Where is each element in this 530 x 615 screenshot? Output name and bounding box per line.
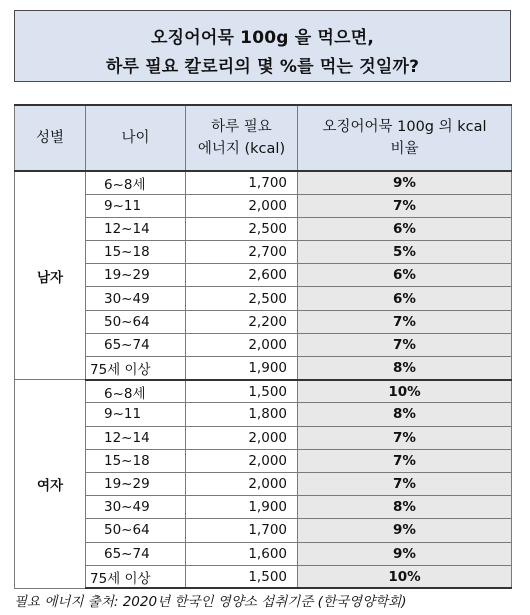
table-row — [15, 403, 512, 426]
sex-cell: 여자 — [15, 380, 86, 589]
energy-cell: 1,700 — [186, 519, 298, 542]
energy-cell: 1,500 — [186, 565, 298, 588]
ratio-cell: 7% — [298, 333, 512, 356]
table-row — [15, 565, 512, 588]
age-cell: 50~64 — [86, 519, 186, 542]
table-body — [15, 171, 512, 588]
age-cell: 15~18 — [86, 241, 186, 264]
energy-cell: 2,500 — [186, 217, 298, 240]
header-ratio-line1: 오징어어묵 100g 의 kcal — [322, 118, 487, 135]
table-row — [15, 472, 512, 495]
ratio-cell: 9% — [298, 542, 512, 565]
age-cell: 6~8세 — [86, 171, 186, 194]
ratio-cell: 7% — [298, 310, 512, 333]
energy-cell: 1,700 — [186, 171, 298, 194]
ratio-cell: 8% — [298, 496, 512, 519]
table-row — [15, 426, 512, 449]
source-note: 필요 에너지 출처: 2020년 한국인 영양소 섭취기준 (한국영양학회) — [14, 594, 407, 610]
header-ratio — [298, 105, 512, 171]
table-row — [15, 194, 512, 217]
energy-cell: 2,000 — [186, 426, 298, 449]
table-row — [15, 449, 512, 472]
age-cell: 75세 이상 — [86, 357, 186, 380]
table-row — [15, 217, 512, 240]
ratio-cell: 10% — [298, 565, 512, 588]
energy-cell: 1,900 — [186, 357, 298, 380]
title-line-1: 오징어어묵 100g 을 먹으면, — [150, 28, 375, 48]
energy-cell: 2,200 — [186, 310, 298, 333]
energy-cell: 1,800 — [186, 403, 298, 426]
ratio-cell: 7% — [298, 194, 512, 217]
header-ratio-line2: 비율 — [390, 141, 419, 157]
ratio-cell: 10% — [298, 380, 512, 403]
table-row — [15, 264, 512, 287]
energy-cell: 2,000 — [186, 333, 298, 356]
title-box — [14, 10, 511, 82]
ratio-cell: 7% — [298, 449, 512, 472]
ratio-cell: 6% — [298, 287, 512, 310]
energy-cell: 2,600 — [186, 264, 298, 287]
table-row — [15, 380, 512, 403]
age-cell: 65~74 — [86, 542, 186, 565]
age-cell: 30~49 — [86, 287, 186, 310]
energy-cell: 1,600 — [186, 542, 298, 565]
calorie-ratio-table — [14, 104, 512, 589]
ratio-cell: 8% — [298, 403, 512, 426]
age-cell: 9~11 — [86, 194, 186, 217]
age-cell: 19~29 — [86, 264, 186, 287]
header-sex: 성별 — [15, 105, 86, 171]
age-cell: 12~14 — [86, 217, 186, 240]
header-energy-line2: 에너지 (kcal) — [197, 141, 286, 157]
energy-cell: 2,000 — [186, 194, 298, 217]
ratio-cell: 7% — [298, 426, 512, 449]
age-cell: 75세 이상 — [86, 565, 186, 588]
age-cell: 12~14 — [86, 426, 186, 449]
age-cell: 19~29 — [86, 472, 186, 495]
energy-cell: 1,900 — [186, 496, 298, 519]
ratio-cell: 9% — [298, 519, 512, 542]
table-header-row — [15, 105, 512, 171]
table-row — [15, 519, 512, 542]
header-energy — [186, 105, 298, 171]
ratio-cell: 5% — [298, 241, 512, 264]
table-row — [15, 542, 512, 565]
table-row — [15, 241, 512, 264]
table-row — [15, 287, 512, 310]
ratio-cell: 6% — [298, 217, 512, 240]
ratio-cell: 8% — [298, 357, 512, 380]
age-cell: 9~11 — [86, 403, 186, 426]
age-cell: 65~74 — [86, 333, 186, 356]
energy-cell: 2,700 — [186, 241, 298, 264]
energy-cell: 2,500 — [186, 287, 298, 310]
table-row — [15, 333, 512, 356]
table-row — [15, 310, 512, 333]
age-cell: 50~64 — [86, 310, 186, 333]
energy-cell: 1,500 — [186, 380, 298, 403]
sex-cell: 남자 — [15, 171, 86, 380]
table-row — [15, 496, 512, 519]
age-cell: 15~18 — [86, 449, 186, 472]
age-cell: 30~49 — [86, 496, 186, 519]
age-cell: 6~8세 — [86, 380, 186, 403]
table-row — [15, 171, 512, 194]
energy-cell: 2,000 — [186, 472, 298, 495]
ratio-cell: 6% — [298, 264, 512, 287]
title-line-2: 하루 필요 칼로리의 몇 %를 먹는 것일까? — [105, 57, 420, 77]
ratio-cell: 9% — [298, 171, 512, 194]
ratio-cell: 7% — [298, 472, 512, 495]
header-energy-line1: 하루 필요 — [211, 118, 272, 135]
header-age: 나이 — [86, 105, 186, 171]
energy-cell: 2,000 — [186, 449, 298, 472]
table-row — [15, 357, 512, 380]
